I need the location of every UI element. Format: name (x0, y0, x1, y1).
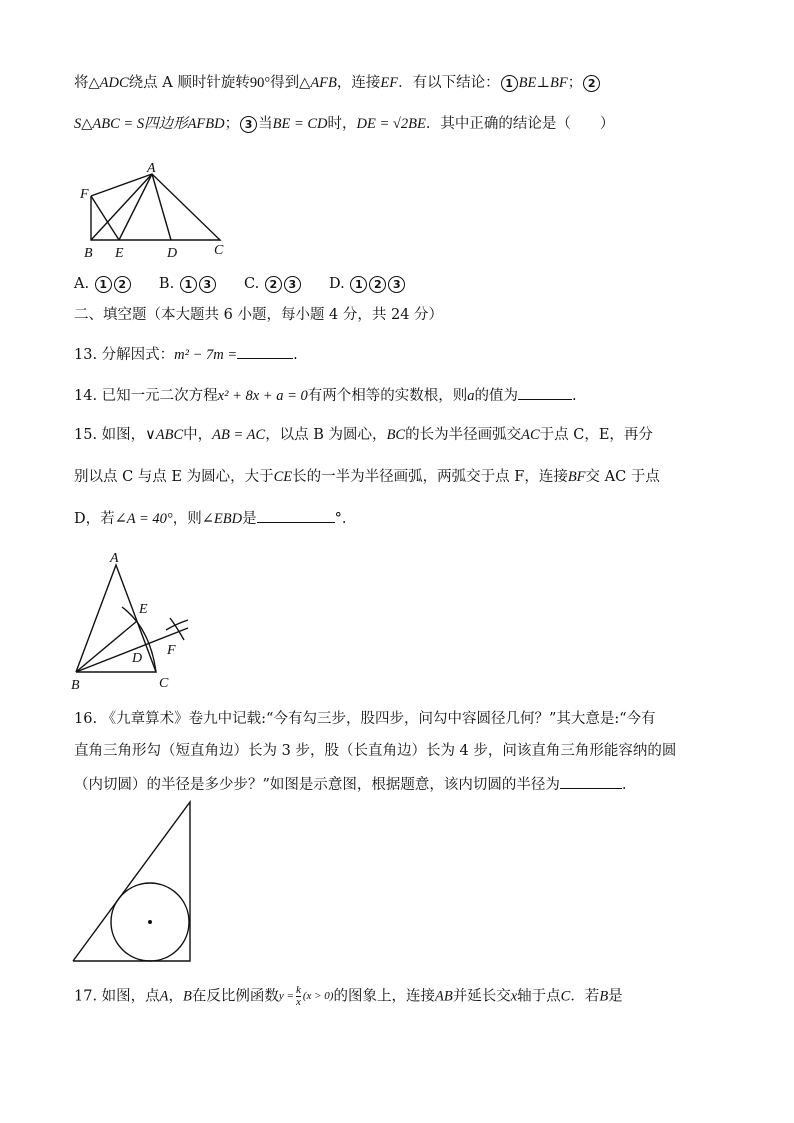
option-b-label: B. (158, 276, 175, 292)
answer-blank[interactable] (518, 385, 572, 400)
text: 于点 C，E，再分 (539, 427, 653, 443)
answer-blank[interactable] (237, 344, 293, 359)
text: 长的一半为半径画弧，两弧交于点 F，连接 (292, 469, 568, 485)
circled-number: 3 (199, 276, 216, 293)
circled-number: 2 (114, 276, 131, 293)
math-ce: CE (273, 469, 293, 485)
q15-label-e: E (139, 602, 148, 617)
math-bc: BC (386, 427, 406, 443)
text: . (621, 777, 627, 793)
q12-label-b: B (84, 246, 93, 261)
math-point-c: C (560, 988, 571, 1005)
text: ．有以下结论： (398, 75, 500, 91)
func-numerator: k (295, 984, 301, 996)
section-2-heading: 二、填空题（本大题共 6 小题，每小题 4 分，共 24 分） (74, 307, 444, 323)
text: ．若 (570, 988, 600, 1005)
conclusion-1: BE⊥BF (518, 75, 568, 91)
math-point-a: A (159, 988, 169, 1005)
text: 绕点 A 顺时针旋转 (128, 75, 250, 91)
text: ．其中正确的结论是（ ） (425, 116, 615, 132)
answer-blank[interactable] (257, 508, 335, 523)
text: 交 AC 于点 (585, 469, 660, 485)
q13 (74, 344, 298, 365)
q13-expression: m² − 7m = (174, 347, 238, 363)
q17 (74, 985, 623, 1008)
text: 中， (183, 427, 213, 443)
q12-segment-ab (91, 174, 152, 240)
circled-number-1: 1 (501, 75, 518, 92)
circled-number: 3 (284, 276, 301, 293)
circled-number: 3 (388, 276, 405, 293)
text: 14. 已知一元二次方程 (74, 388, 218, 404)
text: 时， (327, 116, 357, 132)
text: 是 (242, 511, 257, 527)
text: 在反比例函数 (191, 988, 279, 1005)
q16-incircle-center (149, 921, 152, 924)
math-triangle-adc: △ADC (88, 75, 129, 91)
q15-label-d: D (132, 651, 143, 666)
text: ，以点 B 为圆心， (265, 427, 387, 443)
option-c[interactable] (244, 276, 302, 292)
q15-line-1 (74, 425, 653, 445)
math-triangle-afb: △AFB (299, 75, 337, 91)
func-domain: (x > 0) (302, 990, 334, 1003)
circled-number: 2 (369, 276, 386, 293)
text: . (572, 388, 577, 404)
text: ； (224, 116, 240, 132)
q15-line-3 (74, 508, 346, 529)
math-point-b: B (183, 988, 192, 1005)
text: 轴于点 (517, 988, 561, 1005)
func-denominator: x (295, 996, 301, 1008)
option-d[interactable] (329, 276, 406, 292)
conclusion-2: S△ABC = S四边形AFBD (74, 116, 225, 132)
text: 13. 分解因式： (74, 347, 175, 363)
conclusion-3-result: DE = √2BE (356, 116, 426, 132)
text: 得到 (270, 75, 300, 91)
text: 别以点 C 与点 E 为圆心，大于 (74, 469, 274, 485)
option-c-label: C. (244, 276, 260, 292)
q15-line-2 (74, 467, 660, 487)
text: 的图象上，连接 (333, 988, 435, 1005)
option-a[interactable] (74, 276, 132, 292)
q12-options (74, 274, 406, 294)
q14-variable: a (467, 388, 475, 404)
text: . (293, 347, 298, 363)
option-a-label: A. (74, 276, 90, 292)
text: ； (567, 75, 583, 91)
text: 有两个相等的实数根，则 (307, 388, 468, 404)
func-y: y = (278, 990, 294, 1003)
q17-function (279, 985, 334, 1008)
q12-figure (74, 158, 234, 262)
q16-line-2: 直角三角形勾（短直角边）长为 3 步，股（长直角边）长为 4 步，问该直角三角形能容纳的圆 (74, 743, 677, 759)
circled-number: 2 (265, 276, 282, 293)
math-angle-a: ∠A = 40° (114, 511, 173, 527)
q16-line-3 (74, 774, 627, 795)
text: 的长为半径画弧交 (405, 427, 522, 443)
text: 的值为 (474, 388, 518, 404)
text: ，连接 (336, 75, 381, 91)
answer-blank[interactable] (560, 774, 622, 789)
math-triangle-abc: ∨ABC (145, 427, 184, 443)
math-ab-eq-ac: AB = AC (212, 427, 266, 443)
q12-line-2 (74, 114, 614, 134)
circled-number: 1 (180, 276, 197, 293)
math-point-b: B (599, 988, 609, 1005)
q15-label-b: B (71, 678, 80, 692)
q15-figure (66, 548, 196, 692)
text: 15. 如图， (74, 427, 146, 443)
text: 当 (258, 116, 273, 132)
math-ac: AC (521, 427, 540, 443)
math-bf: BF (567, 469, 586, 485)
circled-number: 1 (350, 276, 367, 293)
q14-equation: x² + 8x + a = 0 (217, 388, 308, 404)
q12-label-c: C (214, 243, 224, 258)
q15-arc-f2 (170, 618, 184, 640)
circled-number-3: 3 (240, 116, 257, 133)
q12-label-d: D (167, 246, 178, 261)
q12-label-e: E (115, 246, 124, 261)
text: 并延长交 (452, 988, 511, 1005)
conclusion-3-condition: BE = CD (272, 116, 328, 132)
q16-right-triangle (73, 802, 190, 961)
text: ， (168, 988, 184, 1005)
math-angle: 90° (249, 75, 271, 91)
q14 (74, 385, 577, 406)
q15-label-f: F (167, 643, 176, 658)
math-ef: EF (380, 75, 399, 91)
text: ，则 (172, 511, 202, 527)
text: 将 (74, 75, 89, 91)
q16-figure (70, 798, 196, 966)
text: 是 (608, 988, 623, 1005)
math-angle-ebd: ∠EBD (201, 511, 243, 527)
q12-segment-fe (91, 196, 119, 240)
option-b[interactable] (159, 276, 217, 292)
math-ab: AB (434, 988, 453, 1005)
math-x: x (510, 988, 518, 1005)
q15-label-c: C (159, 676, 169, 691)
q12-label-f: F (80, 187, 89, 202)
circled-number-2: 2 (583, 75, 600, 92)
text: D，若 (74, 511, 115, 527)
option-d-label: D. (329, 276, 345, 292)
q16-line-1: 16. 《九章算术》卷九中记载:“今有勾三步，股四步，问勾中容圆径几何？”其大意是:“今有 (74, 711, 656, 727)
q15-label-a: A (110, 551, 119, 566)
circled-number: 1 (95, 276, 112, 293)
q12-line-1 (74, 73, 601, 93)
text: 17. 如图，点 (74, 988, 160, 1005)
text: （内切圆）的半径是多少步？”如图是示意图，根据题意，该内切圆的半径为 (74, 777, 560, 793)
text: °. (334, 511, 347, 527)
q12-label-a: A (147, 161, 156, 176)
